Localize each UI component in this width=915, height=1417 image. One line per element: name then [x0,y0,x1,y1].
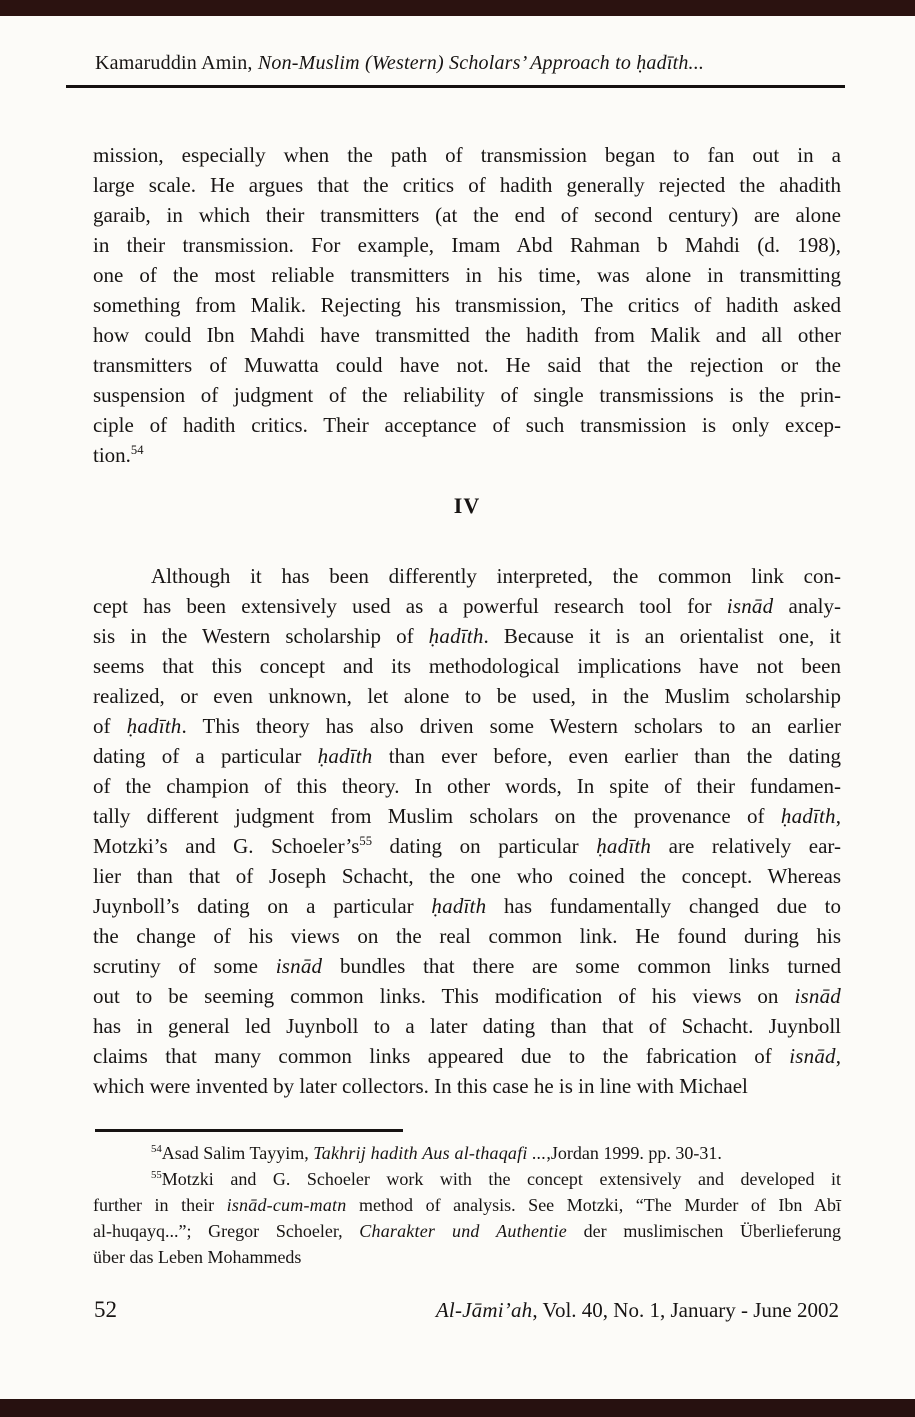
text-line: $^{54}$Asad Salim Tayyim, Takhrij hadith Aus al-thaqafi ...,Jordan 1999. pp. 30-31. [151,1143,722,1163]
scan-edge-bottom [0,1399,915,1417]
text-line: Although it has been differently interpreted, the common link con- [151,564,841,588]
page-number: 52 [94,1297,117,1322]
text-line: über das Leben Mohammeds [93,1247,302,1267]
text-line: of ḥadīth. This theory has also driven some Western scholars to an earlier [93,714,841,738]
text-line: how could Ibn Mahdi have transmitted the hadith from Malik and all other [93,323,841,347]
header-author: Kamaruddin Amin, [95,52,258,74]
text-line: one of the most reliable transmitters in his time, was alone in transmitting [93,263,841,287]
journal-reference: Al-Jāmi’ah, Vol. 40, No. 1, January - June 2002 [435,1298,839,1322]
text-line: claims that many common links appeared due to the fabrication of isnād, [93,1044,841,1068]
text-line: cept has been extensively used as a powerful research tool for isnād analy- [93,594,841,618]
text-line: scrutiny of some isnād bundles that there are some common links turned [93,954,841,978]
footnote-54 [93,1140,841,1166]
text-line: suspension of judgment of the reliability of single transmissions is the prin- [93,383,841,407]
footnote-55 [93,1166,841,1270]
running-header [95,52,855,75]
text-line: ciple of hadith critics. Their acceptance of such transmission is only excep- [93,413,841,437]
header-article-title: Non-Muslim (Western) Scholars’ Approach to ḥadīth... [257,52,705,74]
text-line: out to be seeming common links. This modification of his views on isnād [93,984,841,1008]
header-rule [66,85,845,88]
text-line: seems that this concept and its methodological implications have not been [93,654,841,678]
text-line: mission, especially when the path of transmission began to fan out in a [93,143,841,167]
text-line: something from Malik. Rejecting his transmission, The critics of hadith asked [93,293,841,317]
text-line: further in their isnād-cum-matn method of analysis. See Motzki, “The Murder of Ibn Abī [93,1195,841,1215]
text-line: realized, or even unknown, let alone to be used, in the Muslim scholarship [93,684,841,708]
paragraph-1 [93,140,841,470]
text-line: transmitters of Muwatta could have not. He said that the rejection or the [93,353,841,377]
text-line: sis in the Western scholarship of ḥadīth. Because it is an orientalist one, it [93,624,841,648]
text-line: al-huqayq...”; Gregor Schoeler, Charakter und Authentie der muslimischen Überlieferung [93,1221,841,1241]
text-line: dating of a particular ḥadīth than ever before, even earlier than the dating [93,744,841,768]
text-line: the change of his views on the real common link. He found during his [93,924,841,948]
paragraph-2 [93,561,841,1101]
text-line: has in general led Juynboll to a later dating than that of Schacht. Juynboll [93,1014,841,1038]
section-heading-iv: IV [453,493,481,518]
text-line: which were invented by later collectors. In this case he is in line with Michael [93,1074,748,1098]
text-line: garaib, in which their transmitters (at the end of second century) are alone [93,203,841,227]
footnote-separator-rule [95,1129,403,1132]
text-line: large scale. He argues that the critics of hadith generally rejected the ahadith [93,173,841,197]
text-line: tion.$^{54}$ [93,443,144,467]
text-line: in their transmission. For example, Imam Abd Rahman b Mahdi (d. 198), [93,233,841,257]
text-line: lier than that of Joseph Schacht, the one who coined the concept. Whereas [93,864,841,888]
scan-edge-top [0,0,915,16]
text-line: Juynboll’s dating on a particular ḥadīth has fundamentally changed due to [93,894,841,918]
text-line: Motzki’s and G. $Schoeler’s^{55}$ dating on particular ḥadīth are relatively ear- [93,834,841,858]
text-line: $^{55}$Motzki and G. Schoeler work with the concept extensively and developed it [151,1169,841,1189]
text-line: tally different judgment from Muslim scholars on the provenance of ḥadīth, [93,804,841,828]
footnotes [93,1140,841,1270]
text-line: of the champion of this theory. In other words, In spite of their fundamen- [93,774,841,798]
